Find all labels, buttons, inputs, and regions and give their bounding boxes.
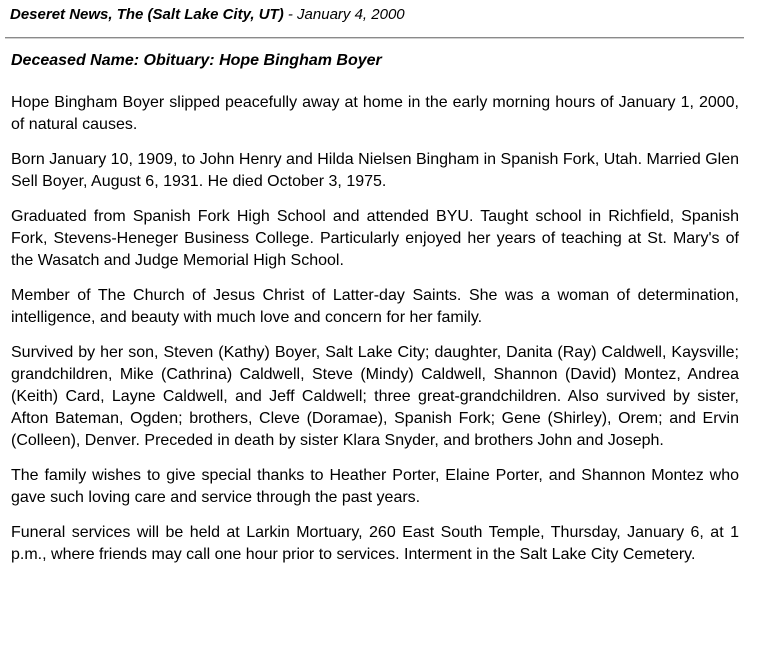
article-body [11,92,739,579]
paragraph: Hope Bingham Boyer slipped peacefully away at home in the early morning hours of January 1, 2000, of natural causes. [11,94,739,133]
paragraph: The family wishes to give special thanks to Heather Porter, Elaine Porter, and Shannon Montez who gave such loving care and service through the past years. [11,467,739,506]
header-divider [5,37,744,39]
article-title: Deceased Name: Obituary: Hope Bingham Boyer [11,52,382,69]
paragraph: Graduated from Spanish Fork High School and attended BYU. Taught school in Richfield, Spanish Fork, Stevens-Heneger Business College. Particularly enjoyed her years of teaching at St. Mary's of the Wasatch and Judge Memorial High School. [11,208,739,269]
publication-date: January 4, 2000 [297,6,405,23]
paragraph: Survived by her son, Steven (Kathy) Boyer, Salt Lake City; daughter, Danita (Ray) Caldwell, Kaysville; grandchildren, Mike (Cathrina) Caldwell, Steve (Mindy) Caldwell, Shannon (David) Montez, Andrea (Keith) Card, Layne Caldwell, and Jeff Caldwell; three great-grandchildren. Also survived by sister, Afton Bateman, Ogden; brothers, Cleve (Doramae), Spanish Fork; Gene (Shirley), Orem; and Ervin (Colleen), Denver. Preceded in death by sister Klara Snyder, and brothers John and Joseph. [11,344,739,449]
article-header [10,6,405,23]
publication-name: Deseret News, The (Salt Lake City, UT) [10,6,284,23]
paragraph: Member of The Church of Jesus Christ of Latter-day Saints. She was a woman of determination, intelligence, and beauty with much love and concern for her family. [11,287,739,326]
paragraph: Born January 10, 1909, to John Henry and Hilda Nielsen Bingham in Spanish Fork, Utah. Married Glen Sell Boyer, August 6, 1931. He died October 3, 1975. [11,151,739,190]
paragraph: Funeral services will be held at Larkin Mortuary, 260 East South Temple, Thursday, January 6, at 1 p.m., where friends may call one hour prior to services. Interment in the Salt Lake City Cemetery. [11,524,739,563]
header-separator: - [283,6,298,23]
